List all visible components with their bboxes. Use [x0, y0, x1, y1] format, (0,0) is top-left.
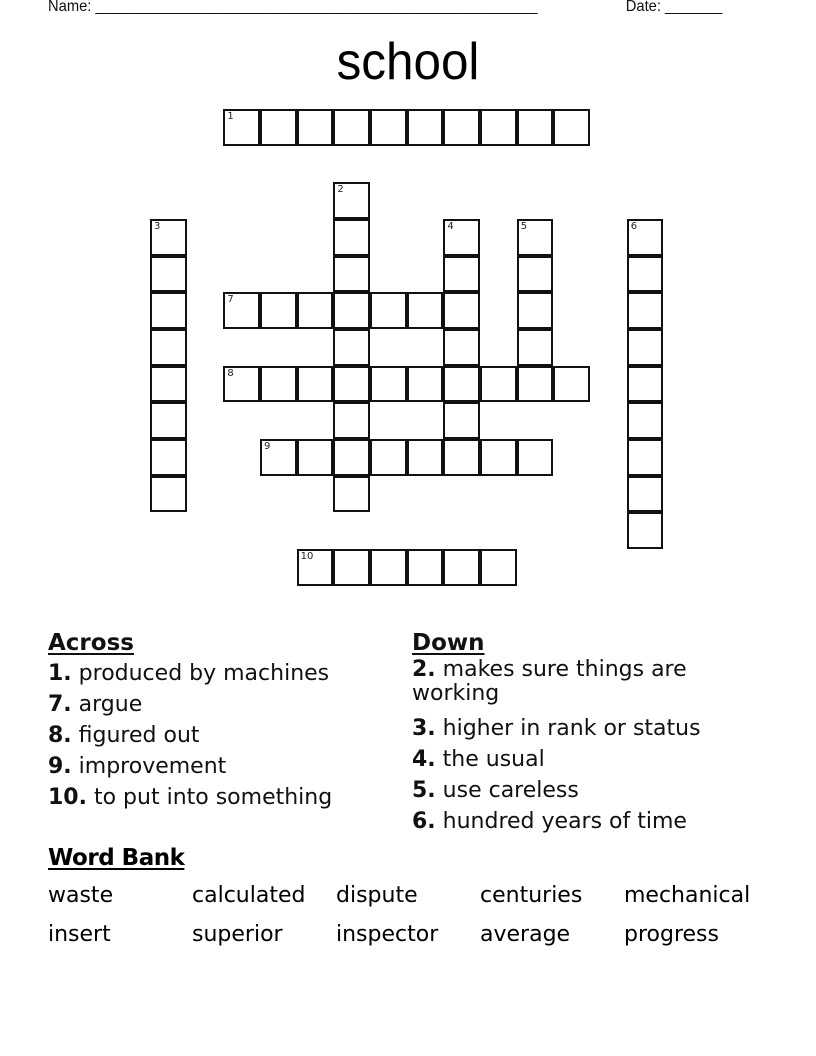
down-heading: Down [412, 630, 485, 656]
word-bank-item: average [480, 922, 571, 947]
crossword-cell[interactable] [627, 292, 664, 329]
crossword-cell[interactable] [627, 439, 664, 476]
crossword-cell[interactable] [443, 292, 480, 329]
word-bank-item: waste [48, 883, 114, 908]
crossword-cell[interactable] [260, 109, 297, 146]
crossword-cell[interactable] [150, 329, 187, 366]
crossword-cell[interactable] [333, 366, 370, 403]
crossword-cell[interactable] [333, 109, 370, 146]
clue-item [48, 782, 388, 813]
clue-item-number: 8. [48, 723, 72, 748]
crossword-cell[interactable] [443, 329, 480, 366]
word-bank-heading: Word Bank [48, 845, 185, 871]
clue-item [48, 658, 388, 689]
crossword-cell[interactable] [517, 366, 554, 403]
across-heading: Across [48, 630, 134, 656]
crossword-cell[interactable] [333, 256, 370, 293]
clue-item-text: makes sure things are working [412, 657, 687, 706]
crossword-cell[interactable] [407, 366, 444, 403]
crossword-cell[interactable] [333, 402, 370, 439]
crossword-cell[interactable] [297, 439, 334, 476]
crossword-cell[interactable] [370, 366, 407, 403]
crossword-cell[interactable] [370, 549, 407, 586]
clue-item-number: 3. [412, 716, 436, 741]
clue-item [48, 751, 388, 782]
crossword-cell[interactable] [443, 549, 480, 586]
clue-item-number: 1. [48, 661, 72, 686]
clue-number: 4 [447, 221, 454, 232]
crossword-cell[interactable] [443, 256, 480, 293]
crossword-cell[interactable] [627, 256, 664, 293]
crossword-cell[interactable] [333, 219, 370, 256]
clue-item-text: use careless [435, 778, 579, 803]
clue-item-number: 6. [412, 809, 436, 834]
clue-item-text: higher in rank or status [435, 716, 701, 741]
crossword-cell[interactable] [627, 512, 664, 549]
clue-item [412, 713, 722, 744]
crossword-cell[interactable] [480, 549, 517, 586]
crossword-cell[interactable] [517, 439, 554, 476]
crossword-cell[interactable] [480, 109, 517, 146]
crossword-cell[interactable] [517, 329, 554, 366]
clue-item-number: 4. [412, 747, 436, 772]
clue-number: 10 [300, 551, 314, 563]
clue-number: 1 [227, 111, 234, 122]
crossword-cell[interactable] [443, 439, 480, 476]
crossword-cell[interactable] [627, 366, 664, 403]
clue-number: 9 [264, 441, 271, 453]
crossword-cell[interactable] [370, 109, 407, 146]
crossword-cell[interactable] [443, 219, 480, 256]
crossword-cell[interactable] [370, 439, 407, 476]
clue-item-number: 2. [412, 657, 436, 682]
crossword-cell[interactable] [553, 109, 590, 146]
across-clues [48, 628, 388, 813]
crossword-cell[interactable] [333, 329, 370, 366]
word-bank-item: mechanical [624, 883, 751, 908]
crossword-cell[interactable] [333, 549, 370, 586]
crossword-cell[interactable] [223, 109, 260, 146]
word-bank-item: inspector [336, 922, 439, 947]
clue-item-number: 10. [48, 785, 87, 810]
crossword-cell[interactable] [150, 219, 187, 256]
clue-item-text: produced by machines [71, 661, 330, 686]
crossword-cell[interactable] [553, 366, 590, 403]
clue-number: 7 [227, 294, 234, 306]
crossword-cell[interactable] [333, 439, 370, 476]
crossword-cell[interactable] [517, 292, 554, 329]
crossword-cell[interactable] [223, 366, 260, 403]
down-clues [412, 628, 722, 837]
crossword-cell[interactable] [150, 476, 187, 513]
crossword-cell[interactable] [370, 292, 407, 329]
crossword-cell[interactable] [407, 549, 444, 586]
word-bank-item: calculated [192, 883, 306, 908]
crossword-cell[interactable] [627, 329, 664, 366]
crossword-cell[interactable] [407, 109, 444, 146]
crossword-cell[interactable] [297, 109, 334, 146]
crossword-cell[interactable] [150, 402, 187, 439]
crossword-cell[interactable] [480, 366, 517, 403]
crossword-cell[interactable] [260, 366, 297, 403]
crossword-cell[interactable] [150, 256, 187, 293]
clue-item [48, 689, 388, 720]
crossword-cell[interactable] [443, 366, 480, 403]
clue-number: 3 [154, 221, 161, 232]
crossword-cell[interactable] [443, 109, 480, 146]
crossword-cell[interactable] [333, 476, 370, 513]
name-field-label: Name: ______________________________________________________ [48, 0, 538, 15]
clue-item [412, 744, 722, 775]
crossword-cell[interactable] [480, 439, 517, 476]
word-bank-item: progress [624, 922, 719, 947]
clue-item [48, 720, 388, 751]
crossword-cell[interactable] [297, 292, 334, 329]
clue-item-text: argue [71, 692, 143, 717]
clue-item-number: 5. [412, 778, 436, 803]
crossword-cell[interactable] [407, 292, 444, 329]
clue-item-number: 9. [48, 754, 72, 779]
crossword-cell[interactable] [333, 182, 370, 219]
word-bank-item: centuries [480, 883, 583, 908]
crossword-cell[interactable] [223, 292, 260, 329]
clue-item-text: figured out [71, 723, 200, 748]
crossword-cell[interactable] [333, 292, 370, 329]
crossword-cell[interactable] [627, 219, 664, 256]
clue-item [412, 658, 722, 706]
clue-item [412, 806, 722, 837]
crossword-cell[interactable] [443, 402, 480, 439]
clue-item [412, 775, 722, 806]
clue-number: 5 [520, 221, 528, 232]
word-bank-item: dispute [336, 883, 418, 908]
crossword-cell[interactable] [627, 476, 664, 513]
crossword-cell[interactable] [260, 439, 297, 476]
worksheet-header [48, 0, 723, 16]
crossword-cell[interactable] [260, 292, 297, 329]
crossword-cell[interactable] [297, 366, 334, 403]
crossword-cell[interactable] [150, 439, 187, 476]
clue-item-text: to put into something [86, 785, 333, 810]
crossword-cell[interactable] [627, 402, 664, 439]
puzzle-title: school [336, 33, 480, 91]
crossword-cell[interactable] [517, 256, 554, 293]
crossword-cell[interactable] [150, 292, 187, 329]
crossword-cell[interactable] [407, 439, 444, 476]
clue-number: 2 [337, 184, 344, 196]
clue-item-text: improvement [71, 754, 227, 779]
date-field-label: Date: _______ [625, 0, 723, 15]
word-bank-item: insert [48, 922, 111, 947]
clue-number: 6 [630, 221, 638, 232]
crossword-cell[interactable] [297, 549, 334, 586]
clue-number: 8 [227, 367, 234, 379]
clue-item-number: 7. [48, 692, 72, 717]
word-bank [48, 880, 788, 950]
word-bank-item: superior [192, 922, 283, 947]
clue-item-text: the usual [435, 747, 545, 772]
crossword-cell[interactable] [517, 109, 554, 146]
clue-item-text: hundred years of time [435, 809, 687, 834]
crossword-cell[interactable] [517, 219, 554, 256]
crossword-cell[interactable] [150, 366, 187, 403]
